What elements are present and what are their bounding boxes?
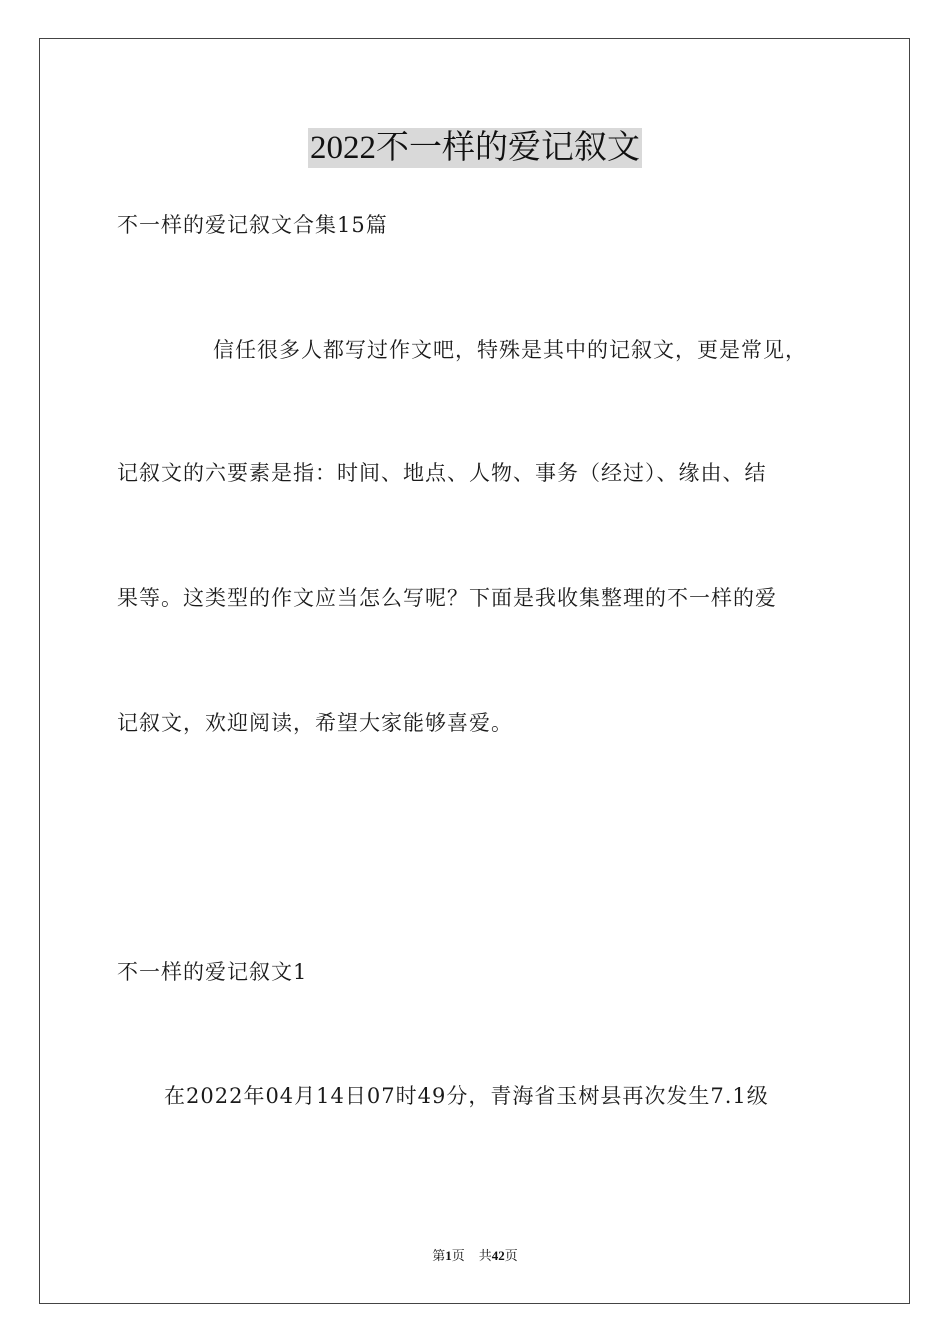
- section-paragraph-line-1: 在2022年04月14日07时49分，青海省玉树县再次发生7.1级: [164, 1084, 769, 1108]
- total-prefix: 共: [478, 1248, 492, 1263]
- document-title: 2022不一样的爱记叙文: [310, 130, 640, 166]
- document-subtitle: 不一样的爱记叙文合集15篇: [117, 213, 388, 237]
- intro-line-2: 记叙文的六要素是指：时间、地点、人物、事务（经过）、缘由、结: [117, 461, 767, 485]
- section-heading: 不一样的爱记叙文1: [117, 960, 308, 984]
- total-suffix: 页: [504, 1248, 518, 1263]
- page-number: 1: [445, 1248, 452, 1263]
- page-suffix: 页: [451, 1248, 465, 1263]
- intro-line-1: 信任很多人都写过作文吧，特殊是其中的记叙文，更是常见，: [213, 338, 807, 362]
- page-prefix: 第: [432, 1248, 446, 1263]
- title-container: [0, 128, 950, 168]
- intro-line-4: 记叙文，欢迎阅读，希望大家能够喜爱。: [117, 711, 513, 735]
- intro-line-3: 果等。这类型的作文应当怎么写呢？下面是我收集整理的不一样的爱: [117, 586, 777, 610]
- total-pages: 42: [491, 1248, 505, 1263]
- page-footer: [0, 1247, 950, 1265]
